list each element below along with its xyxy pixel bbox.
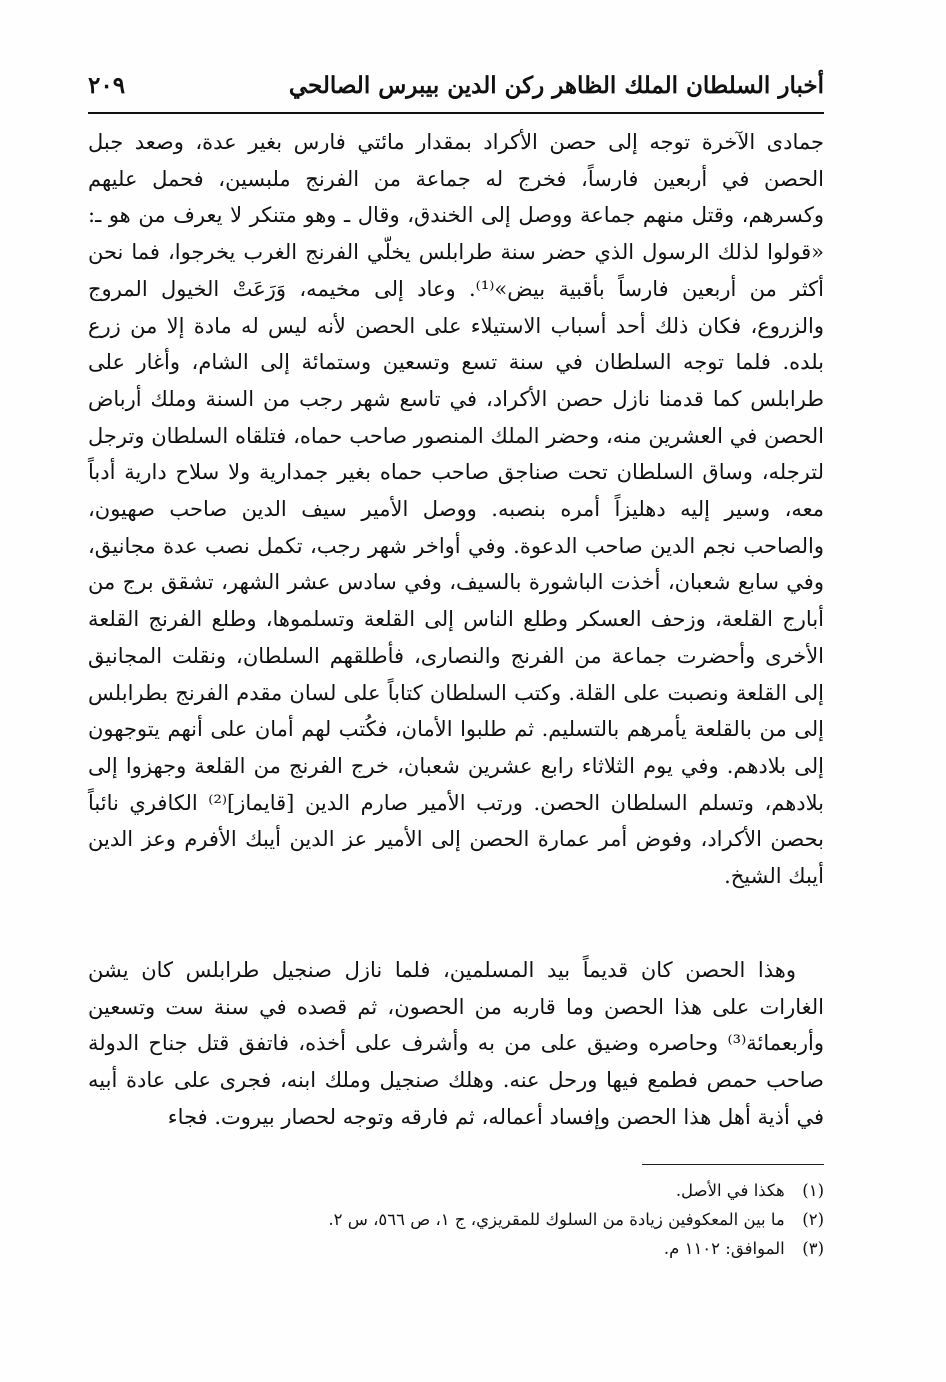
- footnote-3: [88, 1234, 824, 1263]
- body-paragraph-2: وهذا الحصن كان قديماً بيد المسلمين، فلما نازل صنجيل طرابلس كان يشن الغارات على هذا الحصن وما قاربه من الحصون، ثم قصده في سنة ست وتسعين وأربعمائة⁽³⁾ وحاصره وضيق على من به وأشرف على أخذه، فاتفق قتل جناح الدولة صاحب حمص فطمع فيها ورحل عنه. وهلك صنجيل وملك ابنه، فجرى على عادة أبيه في أذية أهل هذا الحصن وإفساد أعماله، ثم فارقه وتوجه لحصار بيروت. فجاء: [88, 958, 824, 1129]
- header-divider: [88, 112, 824, 114]
- footnote-divider: [642, 1164, 824, 1165]
- footnote-number: (٢): [802, 1210, 824, 1229]
- footnote-number: (٣): [802, 1239, 824, 1258]
- footnote-text: هكذا في الأصل.: [675, 1181, 785, 1200]
- body-paragraph-1: جمادى الآخرة توجه إلى حصن الأكراد بمقدار مائتي فارس بغير عدة، وصعد جبل الحصن في أربعين فارساً، فخرج له جماعة من الفرنج ملبسين، فحمل عليهم وكسرهم، وقتل منهم جماعة ووصل إلى الخندق، وقال ـ وهو متنكر لا يعرف من هو ـ: «قولوا لذلك الرسول الذي حضر سنة طرابلس يخلّي الفرنج الغرب يخرجوا، فما نحن أكثر من أربعين فارساً بأقبية بيض»⁽¹⁾. وعاد إلى مخيمه، وَرَعَتْ الخيول المروج والزروع، فكان ذلك أحد أسباب الاستيلاء على الحصن لأنه ليس له مادة إلا من زرع بلده. فلما توجه السلطان في سنة تسع وتسعين وستمائة إلى الشام، وأغار على طرابلس كما قدمنا نازل حصن الأكراد، في تاسع شهر رجب من السنة وملك أرباض الحصن في العشرين منه، وحضر الملك المنصور صاحب حماه، فتلقاه السلطان وترجل لترجله، وساق السلطان تحت صناجق صاحب حماه بغير جمدارية ولا سلاح دارية أدباً معه، وسير إليه دهليزاً أمره بنصبه. ووصل الأمير سيف الدين صاحب صهيون، والصاحب نجم الدين صاحب الدعوة. وفي أواخر شهر رجب، تكمل نصب عدة مجانيق، وفي سابع شعبان، أخذت الباشورة بالسيف، وفي سادس عشر الشهر، تشقق برج من أبارج القلعة، وزحف العسكر وطلع الناس إلى القلعة وتسلموها، وطلع الفرنج القلعة الأخرى وأحضرت جماعة من الفرنج والنصارى، فأطلقهم السلطان، ونقلت المجانيق إلى القلعة ونصبت على القلة. وكتب السلطان كتاباً على لسان مقدم الفرنج بطرابلس إلى من بالقلعة يأمرهم بالتسليم. ثم طلبوا الأمان، فكُتب لهم أمان على أنهم يتوجهون إلى بلادهم. وفي يوم الثلاثاء رابع عشرين شعبان، خرج الفرنج من القلعة وجهزوا إلى بلادهم، وتسلم السلطان الحصن. ورتب الأمير صارم الدين [قايماز]⁽²⁾ الكافري نائباً بحصن الأكراد، وفوض أمر عمارة الحصن إلى الأمير عز الدين أيبك الأفرم وعز الدين أيبك الشيخ.: [88, 130, 825, 889]
- running-title: أخبار السلطان الملك الظاهر ركن الدين بيبرس الصالحي: [288, 72, 824, 99]
- footnote-number: (١): [802, 1181, 824, 1200]
- running-header: [88, 66, 824, 110]
- footnote-text: ما بين المعكوفين زيادة من السلوك للمقريزي، ج ١، ص ٥٦٦، س ٢.: [328, 1210, 785, 1229]
- footnote-text: الموافق: ١١٠٢ م.: [663, 1239, 785, 1258]
- footnotes: [88, 1176, 824, 1263]
- footnote-1: [88, 1176, 824, 1205]
- page-number: ٢٠٩: [88, 72, 126, 99]
- footnote-2: [88, 1205, 824, 1234]
